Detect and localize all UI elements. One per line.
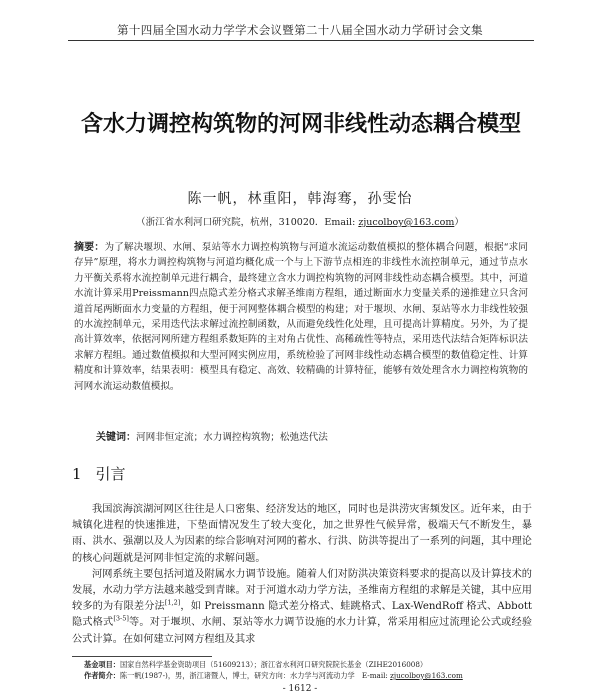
page-number: - 1612 - [282,684,318,694]
keywords [96,428,526,443]
footnote-author-text: 陈一帆(1987-)，男，浙江诸暨人，博士，研究方向：水力学与河流动力学 E-mail: [119,671,391,680]
footnote-author [84,671,534,681]
running-header: 第十四届全国水动力学学术会议暨第二十八届全国水动力学研讨会文集 [117,23,483,37]
keywords-label: 关键词： [96,432,136,443]
author-email-link[interactable]: zjucolboy@163.com [358,217,455,228]
paper-title: 含水力调控构筑物的河网非线性动态耦合模型 [80,112,521,137]
abstract [74,240,528,394]
body-text-run: ，如 Preissmann 隐式差分格式、蛙跳格式、Lax-WendRoff 格式、Abbott 隐式格式 [72,601,533,629]
citation-ref[interactable]: [1,2] [164,598,181,607]
footnote-funding-label: 基金项目： [84,660,120,669]
body-text-run: 河网系统主要包括河道及附属水力调节设施。随着人们对防洪决策资料要求的提高以及计算技术的发展，水动力学方法越来越受到青睐。对于河道水动力学方法，圣维南方程组的求解是关键，其中应用较多的为有限差分法 [72,568,532,613]
body-text [72,502,532,648]
footnote-rule [72,656,212,657]
affiliation-text: （浙江省水利河口研究院，杭州，310020．Email: [136,217,359,228]
abstract-text: 为了解决堰坝、水闸、泵站等水力调控构筑物与河道水流运动数值模拟的整体耦合问题，根据“求同存异”原理，将水力调控构筑物与河道均概化成一个与上下游节点相连的非线性水流控制单元，通过节点水力平衡关系将水流控制单元进行耦合，最终建立含水力调控构筑物的河网非线性动态耦合模型。其中，河道水流计算采用Preissmann四点隐式差分格式求解圣维南方程组，通过断面水力变量关系的递推建立只含河道首尾两断面水力变量的方程组，便于河网整体耦合模型的构建；对于堰坝、水闸、泵站等水力非线性较强的水流控制单元，采用迭代法求解过流控制函数，从而避免线性化处理，且可提高计算精度。另外，为了提高计算效率，依据河网所建方程组系数矩阵的主对角占优性、高稀疏性等特点，采用迭代法结合矩阵标识法求解方程组。通过数值模拟和大型河网实例应用，系统检验了河网非线性动态耦合模型的数值稳定性、计算精度和计算效率，结果表明：模型具有稳定、高效、较精确的计算特征，能够有效处理含水力调控构筑物的河网水流运动数值模拟。 [74,242,529,392]
section-title: 引言 [95,465,126,483]
footnote-funding-text: 国家自然科学基金资助项目（51609213）；浙江省水利河口研究院院长基金（ZIHE2016008） [119,660,428,669]
citation-ref[interactable]: [3-5] [113,615,129,624]
section-number: 1 [72,465,82,483]
header-rule [68,40,534,41]
body-paragraph [72,567,532,648]
keywords-text: 河网非恒定流；水力调控构筑物；松弛迭代法 [136,432,328,443]
section-heading-introduction [72,463,126,484]
affiliation [0,214,600,228]
footnote-author-label: 作者简介： [84,671,120,680]
author-list: 陈一帆，林重阳，韩海骞，孙雯怡 [187,191,413,207]
footnote-email-link[interactable]: zjucolboy@163.com [390,671,463,680]
body-paragraph: 我国滨海滨湖河网区往往是人口密集、经济发达的地区，同时也是洪涝灾害频发区。近年来，由于城镇化进程的快速推进，下垫面情况发生了较大变化，加之世界性气候异常，极端天气不断发生，暴雨、洪水、强潮以及人为因素的综合影响对河网的蓄水、行洪、防洪等提出了一系列的问题，其中理论的核心问题就是河网非恒定流的求解问题。 [72,504,532,564]
abstract-label: 摘要： [74,242,105,253]
footnote-funding [84,660,534,670]
affiliation-close: ） [454,217,464,228]
body-text-run: 等。对于堰坝、水闸、泵站等水力调节设施的水力计算，常采用相应过流理论公式或经验公式计算。在如何建立河网方程组及其求 [72,617,533,645]
